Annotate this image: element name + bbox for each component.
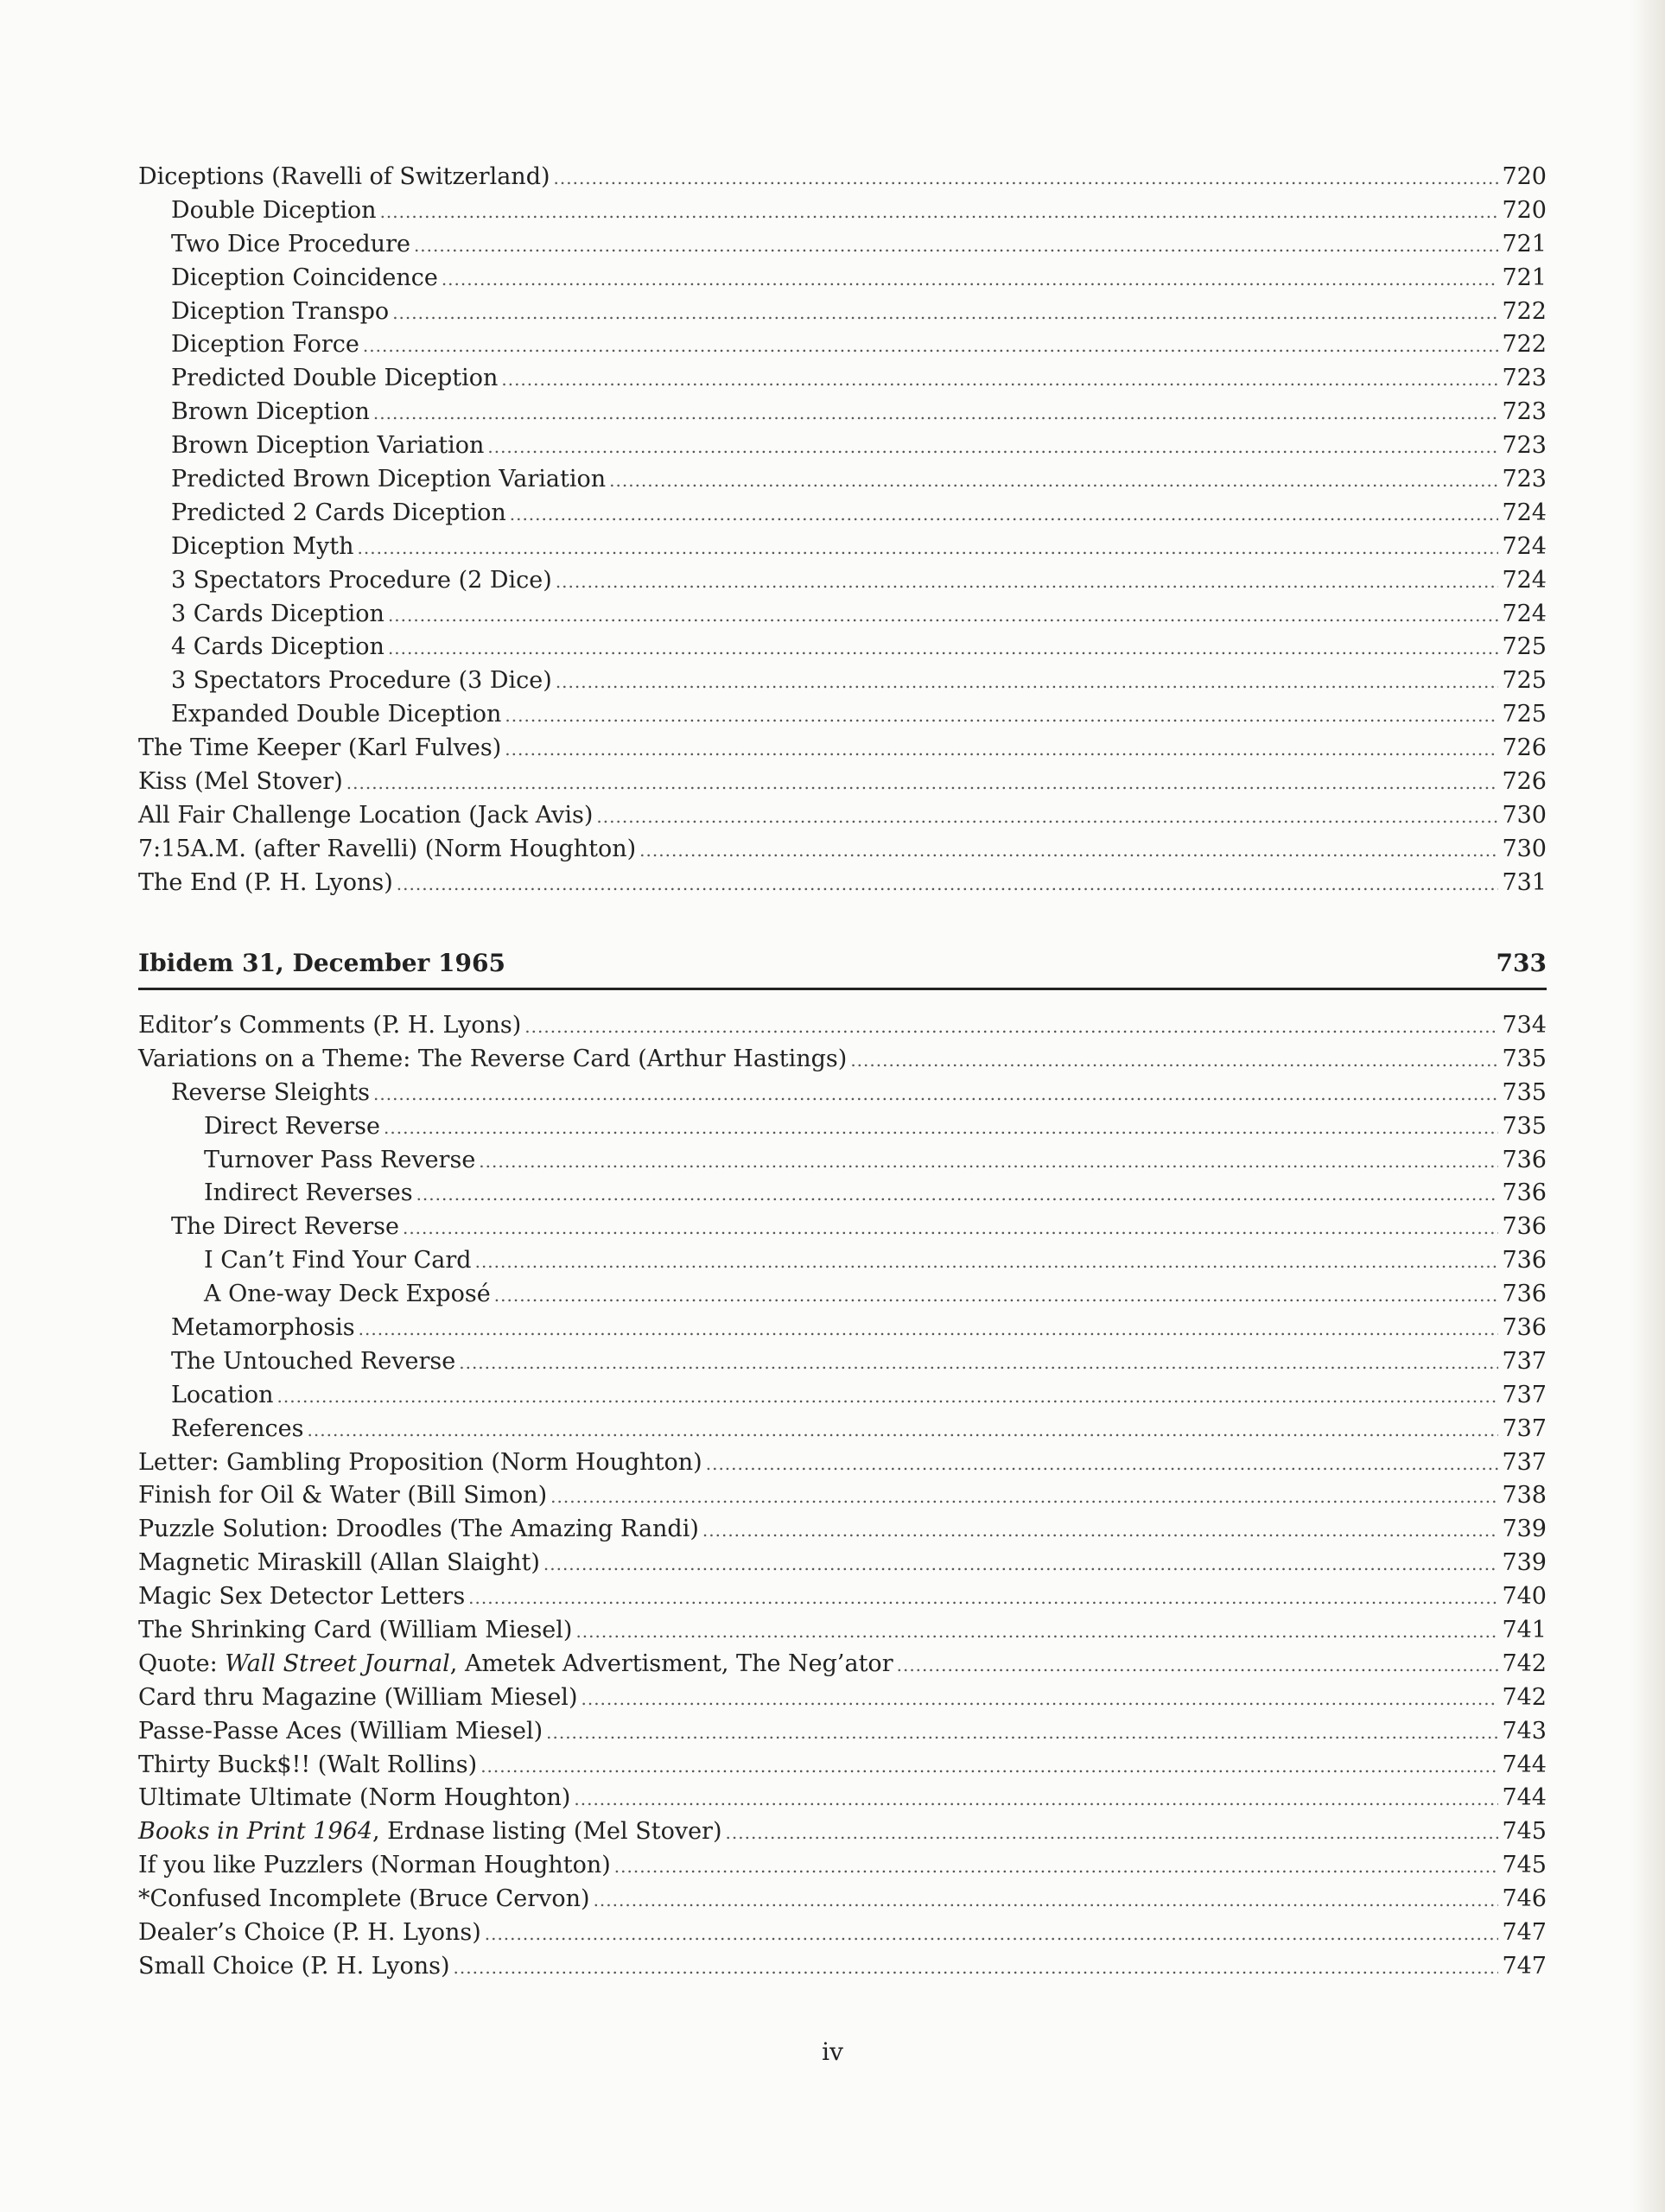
toc-entry [138,1950,1547,1984]
toc-entry-page-number: 737 [1502,1448,1547,1476]
toc-entry-page-number: 745 [1502,1852,1547,1879]
toc-entry [138,1244,1547,1278]
toc-entry-title [138,1815,722,1849]
toc-entry-page-number: 745 [1502,1818,1547,1846]
toc-entry [138,1815,1547,1849]
toc-entry-page-number: 721 [1502,264,1547,291]
toc-entry-title: The End (P. H. Lyons) [138,868,393,896]
toc-entry-page-number: 737 [1502,1347,1547,1375]
toc-entry-title: Two Dice Procedure [171,230,410,257]
dot-leader [373,397,1499,430]
toc-entry [138,564,1547,598]
dot-leader [459,1346,1498,1380]
dot-leader [388,599,1499,632]
dot-leader [726,1816,1499,1850]
section-title: Ibidem 31, December 1965 [138,949,505,977]
toc-entry-title [138,1648,893,1681]
toc-entry-title: Predicted Double Diception [171,365,499,392]
toc-entry [138,1513,1547,1547]
toc-entry [138,1144,1547,1178]
toc-entry-title-suffix: , Erdnase listing (Mel Stover) [372,1818,722,1846]
section-page-number: 733 [1496,949,1547,977]
toc-entry-page-number: 747 [1502,1919,1547,1947]
toc-entry [138,1345,1547,1379]
toc-entry-title: 7:15A.M. (after Ravelli) (Norm Houghton) [138,835,637,862]
dot-leader [388,632,1499,665]
dot-leader [487,430,1498,464]
dot-leader [505,733,1498,766]
dot-leader [581,1682,1498,1716]
toc-entry [138,766,1547,799]
dot-leader [397,868,1499,901]
toc-entry-page-number: 723 [1502,365,1547,392]
toc-entry-title: The Time Keeper (Karl Fulves) [138,734,502,762]
dot-leader [505,699,1498,733]
toc-entry [138,1077,1547,1110]
dot-leader [501,363,1498,397]
toc-entry-title: 4 Cards Diception [171,633,384,661]
toc-entry-page-number: 742 [1502,1649,1547,1677]
dot-leader [479,1145,1498,1179]
toc-entry [138,631,1547,664]
toc-entry-page-number: 747 [1502,1952,1547,1980]
toc-entry-title-italic: Books in Print 1964 [138,1818,373,1846]
toc-entry-title: All Fair Challenge Location (Jack Avis) [138,801,594,829]
toc-entry-title: Direct Reverse [204,1112,381,1140]
toc-entry-title: I Can’t Find Your Card [204,1247,472,1274]
dot-leader [358,531,1499,565]
dot-leader [706,1447,1499,1481]
toc-entry-title: Turnover Pass Reverse [204,1146,476,1173]
toc-entry-page-number: 735 [1502,1078,1547,1106]
dot-leader [480,1750,1498,1783]
toc-entry-page-number: 722 [1502,297,1547,325]
dot-leader [346,766,1499,800]
toc-entry-title: Editor’s Comments (P. H. Lyons) [138,1012,522,1039]
toc-bottom-list [138,1009,1547,1984]
toc-entry-page-number: 746 [1502,1885,1547,1913]
toc-entry-page-number: 724 [1502,532,1547,560]
toc-entry-title: Predicted Brown Diception Variation [171,466,607,493]
toc-entry-title: Card thru Magazine (William Miesel) [138,1683,578,1711]
toc-entry [138,328,1547,362]
toc-entry-title: References [171,1414,304,1442]
toc-entry-page-number: 739 [1502,1549,1547,1577]
toc-entry [138,1177,1547,1211]
dot-leader [639,834,1498,868]
dot-leader [416,1178,1499,1211]
page-edge-shadow [1630,0,1665,2212]
section-heading [138,949,1547,977]
toc-entry-page-number: 726 [1502,734,1547,762]
toc-entry-page-number: 740 [1502,1583,1547,1611]
toc-entry [138,1312,1547,1345]
toc-entry-title: The Untouched Reverse [171,1347,456,1375]
toc-entry-page-number: 739 [1502,1516,1547,1543]
toc-entry-page-number: 720 [1502,196,1547,224]
toc-entry [138,228,1547,262]
toc-entry-title: Diception Transpo [171,297,390,325]
toc-entry-page-number: 735 [1502,1112,1547,1140]
toc-entry-title: Diception Coincidence [171,264,438,291]
toc-entry-title: If you like Puzzlers (Norman Houghton) [138,1852,611,1879]
toc-entry-title-prefix: Quote: [138,1649,226,1677]
toc-entry [138,732,1547,766]
toc-entry [138,1782,1547,1815]
toc-entry-title: Kiss (Mel Stover) [138,768,343,796]
toc-entry-title: *Confused Incomplete (Bruce Cervon) [138,1885,590,1913]
toc-entry-page-number: 731 [1502,868,1547,896]
toc-entry [138,1211,1547,1244]
toc-entry-page-number: 723 [1502,398,1547,426]
toc-entry [138,194,1547,228]
toc-entry-page-number: 724 [1502,600,1547,627]
toc-entry-title: A One-way Deck Exposé [204,1281,491,1308]
toc-entry-title: Brown Diception [171,398,370,426]
toc-entry-title: Double Diception [171,196,377,224]
toc-entry-title: Magic Sex Detector Letters [138,1583,466,1611]
toc-entry-page-number: 723 [1502,432,1547,460]
dot-leader [475,1245,1499,1279]
dot-leader [359,1313,1499,1346]
toc-entry [138,262,1547,296]
toc-entry-page-number: 723 [1502,466,1547,493]
dot-leader [554,162,1499,195]
dot-leader [556,665,1499,699]
toc-entry-page-number: 736 [1502,1281,1547,1308]
dot-leader [403,1211,1498,1245]
toc-entry [138,799,1547,833]
toc-entry-title: 3 Spectators Procedure (2 Dice) [171,566,552,594]
dot-leader [384,1111,1498,1145]
dot-leader [556,565,1499,599]
toc-entry [138,1379,1547,1413]
dot-leader [594,1884,1499,1917]
dot-leader [614,1850,1499,1884]
section-divider [138,988,1547,990]
toc-entry [138,497,1547,531]
toc-entry-page-number: 734 [1502,1012,1547,1039]
toc-entry-page-number: 744 [1502,1784,1547,1812]
dot-leader [546,1716,1498,1750]
toc-entry [138,531,1547,564]
toc-entry-page-number: 737 [1502,1414,1547,1442]
toc-entry [138,396,1547,429]
toc-entry-page-number: 725 [1502,701,1547,728]
toc-entry-title: Diception Force [171,331,359,359]
dot-leader [380,195,1499,229]
dot-leader [543,1548,1499,1581]
toc-entry [138,1278,1547,1312]
toc-entry [138,1849,1547,1883]
toc-entry [138,1648,1547,1681]
toc-entry-title: Diception Myth [171,532,354,560]
toc-entry-title: Reverse Sleights [171,1078,370,1106]
toc-entry [138,664,1547,698]
toc-entry-title: Diceptions (Ravelli of Switzerland) [138,163,550,190]
toc-entry-page-number: 726 [1502,768,1547,796]
toc-entry-title: The Shrinking Card (William Miesel) [138,1617,573,1644]
toc-top-list [138,161,1547,900]
toc-entry-title: Brown Diception Variation [171,432,485,460]
toc-entry [138,698,1547,732]
dot-leader [574,1783,1498,1816]
toc-entry-title: Metamorphosis [171,1314,355,1342]
toc-entry-page-number: 736 [1502,1146,1547,1173]
dot-leader [308,1414,1499,1447]
toc-entry-page-number: 730 [1502,801,1547,829]
toc-entry [138,1110,1547,1144]
toc-entry [138,1883,1547,1916]
page-footer-number: iv [822,2037,843,2066]
toc-entry-title: Dealer’s Choice (P. H. Lyons) [138,1919,481,1947]
toc-entry-title: The Direct Reverse [171,1213,399,1241]
toc-entry [138,1614,1547,1648]
toc-entry-title: Small Choice (P. H. Lyons) [138,1952,450,1980]
toc-entry-page-number: 736 [1502,1179,1547,1207]
toc-entry [138,1413,1547,1446]
toc-entry-title: Ultimate Ultimate (Norm Houghton) [138,1784,571,1812]
toc-entry [138,1916,1547,1950]
toc-entry [138,429,1547,463]
toc-entry-page-number: 735 [1502,1045,1547,1072]
toc-entry [138,1009,1547,1043]
toc-entry [138,362,1547,396]
toc-entry-page-number: 737 [1502,1381,1547,1408]
toc-entry-title: Expanded Double Diception [171,701,502,728]
toc-entry [138,1547,1547,1580]
toc-entry-page-number: 743 [1502,1717,1547,1745]
toc-entry [138,1681,1547,1715]
toc-entry-title: Variations on a Theme: The Reverse Card (Arthur Hastings) [138,1045,848,1072]
dot-leader [510,498,1499,531]
dot-leader [897,1649,1499,1682]
dot-leader [277,1380,1499,1414]
toc-entry-title: 3 Spectators Procedure (3 Dice) [171,667,552,695]
dot-leader [363,329,1499,363]
toc-entry [138,1580,1547,1614]
toc-entry-title-italic: Wall Street Journal [225,1649,450,1677]
dot-leader [468,1581,1498,1615]
toc-entry-title: Letter: Gambling Proposition (Norm Houghton) [138,1448,702,1476]
toc-entry [138,1446,1547,1480]
toc-entry-page-number: 720 [1502,163,1547,190]
toc-entry-page-number: 736 [1502,1314,1547,1342]
dot-leader [524,1010,1498,1044]
toc-entry-page-number: 730 [1502,835,1547,862]
dot-leader [485,1917,1499,1951]
toc-entry-page-number: 742 [1502,1683,1547,1711]
toc-entry-title: Finish for Oil & Water (Bill Simon) [138,1482,548,1510]
dot-leader [850,1044,1498,1077]
toc-entry [138,1479,1547,1513]
toc-entry [138,161,1547,194]
toc-entry-page-number: 736 [1502,1213,1547,1241]
toc-entry [138,1749,1547,1783]
toc-entry [138,598,1547,632]
dot-leader [373,1077,1498,1111]
dot-leader [575,1615,1498,1649]
toc-entry-page-number: 738 [1502,1482,1547,1510]
toc-entry-title: Thirty Buck$!! (Walt Rollins) [138,1751,478,1778]
toc-entry [138,296,1547,329]
toc-entry-page-number: 721 [1502,230,1547,257]
toc-entry [138,867,1547,900]
toc-entry-title: Magnetic Miraskill (Allan Slaight) [138,1549,540,1577]
toc-entry [138,1715,1547,1749]
toc-entry-page-number: 725 [1502,667,1547,695]
toc-entry-title-suffix: , Ametek Advertisment, The Neg’ator [449,1649,893,1677]
dot-leader [442,263,1499,296]
toc-entry-page-number: 744 [1502,1751,1547,1778]
toc-entry [138,833,1547,867]
toc-entry-title: Location [171,1381,274,1408]
toc-entry-title: 3 Cards Diception [171,600,384,627]
dot-leader [414,229,1499,263]
toc-entry-page-number: 725 [1502,633,1547,661]
toc-entry-title: Passe-Passe Aces (William Miesel) [138,1717,543,1745]
dot-leader [494,1279,1499,1313]
toc-entry-page-number: 724 [1502,499,1547,526]
toc-entry [138,463,1547,497]
dot-leader [596,800,1498,834]
dot-leader [550,1480,1498,1514]
toc-entry [138,1043,1547,1077]
toc-entry-title: Predicted 2 Cards Diception [171,499,506,526]
toc-entry-title: Puzzle Solution: Droodles (The Amazing Randi) [138,1516,699,1543]
dot-leader [702,1514,1499,1548]
dot-leader [609,464,1498,498]
toc-entry-title: Indirect Reverses [204,1179,413,1207]
toc-entry-page-number: 736 [1502,1247,1547,1274]
dot-leader [454,1951,1499,1985]
toc-entry-page-number: 722 [1502,331,1547,359]
toc-entry-page-number: 741 [1502,1617,1547,1644]
dot-leader [392,296,1498,330]
toc-entry-page-number: 724 [1502,566,1547,594]
